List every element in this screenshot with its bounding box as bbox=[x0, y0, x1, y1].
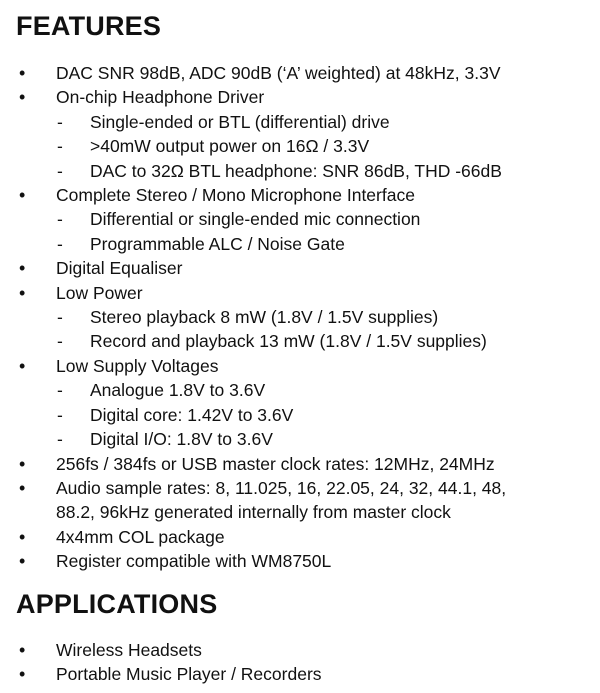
applications-heading: APPLICATIONS bbox=[16, 589, 218, 619]
dash-icon: - bbox=[57, 136, 63, 157]
sub-list-item-text: Programmable ALC / Noise Gate bbox=[90, 233, 345, 254]
sub-list-item-text: Digital I/O: 1.8V to 3.6V bbox=[90, 429, 273, 450]
sub-list-item bbox=[0, 134, 506, 158]
sub-list-item-text: Differential or single-ended mic connection bbox=[90, 209, 421, 230]
applications-list bbox=[0, 638, 322, 687]
list-item-text: Complete Stereo / Mono Microphone Interface bbox=[56, 185, 415, 206]
bullet-icon: • bbox=[19, 453, 26, 474]
sub-list-item bbox=[0, 159, 506, 183]
list-item bbox=[0, 525, 506, 549]
sub-list-item bbox=[0, 378, 506, 402]
bullet-icon: • bbox=[19, 282, 26, 303]
dash-icon: - bbox=[57, 111, 63, 132]
features-list bbox=[0, 61, 506, 574]
list-item-text: 256fs / 384fs or USB master clock rates: 12MHz, 24MHz bbox=[56, 453, 495, 474]
list-item-text: On-chip Headphone Driver bbox=[56, 87, 265, 108]
sub-list-item-text: >40mW output power on 16Ω / 3.3V bbox=[90, 136, 370, 157]
sub-list-item bbox=[0, 403, 506, 427]
sub-list-item-text: Single-ended or BTL (differential) drive bbox=[90, 111, 390, 132]
list-item bbox=[0, 549, 506, 573]
sub-list-item bbox=[0, 329, 506, 353]
bullet-icon: • bbox=[19, 664, 26, 685]
dash-icon: - bbox=[57, 380, 63, 401]
bullet-icon: • bbox=[19, 258, 26, 279]
bullet-icon: • bbox=[19, 63, 26, 83]
list-item-continuation bbox=[0, 500, 506, 524]
list-item-text: Wireless Headsets bbox=[56, 640, 202, 660]
list-item bbox=[0, 638, 322, 662]
list-item bbox=[0, 85, 506, 109]
sub-list-item bbox=[0, 110, 506, 134]
bullet-icon: • bbox=[19, 185, 26, 206]
dash-icon: - bbox=[57, 209, 63, 230]
dash-icon: - bbox=[57, 404, 63, 425]
list-item bbox=[0, 354, 506, 378]
sub-list-item-text: DAC to 32Ω BTL headphone: SNR 86dB, THD -66dB bbox=[90, 160, 502, 181]
sub-list-item bbox=[0, 427, 506, 451]
sub-list-item bbox=[0, 232, 506, 256]
list-item-text: Portable Music Player / Recorders bbox=[56, 664, 322, 685]
sub-list-item bbox=[0, 305, 506, 329]
sub-list-item-text: Record and playback 13 mW (1.8V / 1.5V supplies) bbox=[90, 331, 487, 352]
list-item bbox=[0, 452, 506, 476]
list-item-text: Digital Equaliser bbox=[56, 258, 183, 279]
list-item bbox=[0, 183, 506, 207]
list-item-continuation-text: 88.2, 96kHz generated internally from master clock bbox=[56, 502, 451, 523]
list-item-text: Low Power bbox=[56, 282, 143, 303]
dash-icon: - bbox=[57, 331, 63, 352]
features-heading: FEATURES bbox=[16, 11, 162, 41]
list-item bbox=[0, 61, 506, 85]
sub-list-item-text: Stereo playback 8 mW (1.8V / 1.5V supplies) bbox=[90, 307, 439, 328]
dash-icon: - bbox=[57, 307, 63, 328]
dash-icon: - bbox=[57, 429, 63, 450]
list-item bbox=[0, 281, 506, 305]
sub-list-item bbox=[0, 207, 506, 231]
list-item bbox=[0, 476, 506, 500]
bullet-icon: • bbox=[19, 355, 26, 376]
sub-list-item-text: Digital core: 1.42V to 3.6V bbox=[90, 404, 294, 425]
list-item-text: Low Supply Voltages bbox=[56, 355, 219, 376]
list-item-text: Register compatible with WM8750L bbox=[56, 551, 332, 572]
bullet-icon: • bbox=[19, 87, 26, 108]
dash-icon: - bbox=[57, 160, 63, 181]
bullet-icon: • bbox=[19, 640, 26, 660]
list-item bbox=[0, 256, 506, 280]
list-item-text: DAC SNR 98dB, ADC 90dB (‘A’ weighted) at 48kHz, 3.3V bbox=[56, 63, 501, 83]
bullet-icon: • bbox=[19, 551, 26, 572]
list-item-text: Audio sample rates: 8, 11.025, 16, 22.05, 24, 32, 44.1, 48, bbox=[56, 477, 507, 498]
sub-list-item-text: Analogue 1.8V to 3.6V bbox=[90, 380, 266, 401]
list-item-text: 4x4mm COL package bbox=[56, 526, 225, 547]
list-item bbox=[0, 662, 322, 686]
bullet-icon: • bbox=[19, 526, 26, 547]
dash-icon: - bbox=[57, 233, 63, 254]
bullet-icon: • bbox=[19, 477, 26, 498]
